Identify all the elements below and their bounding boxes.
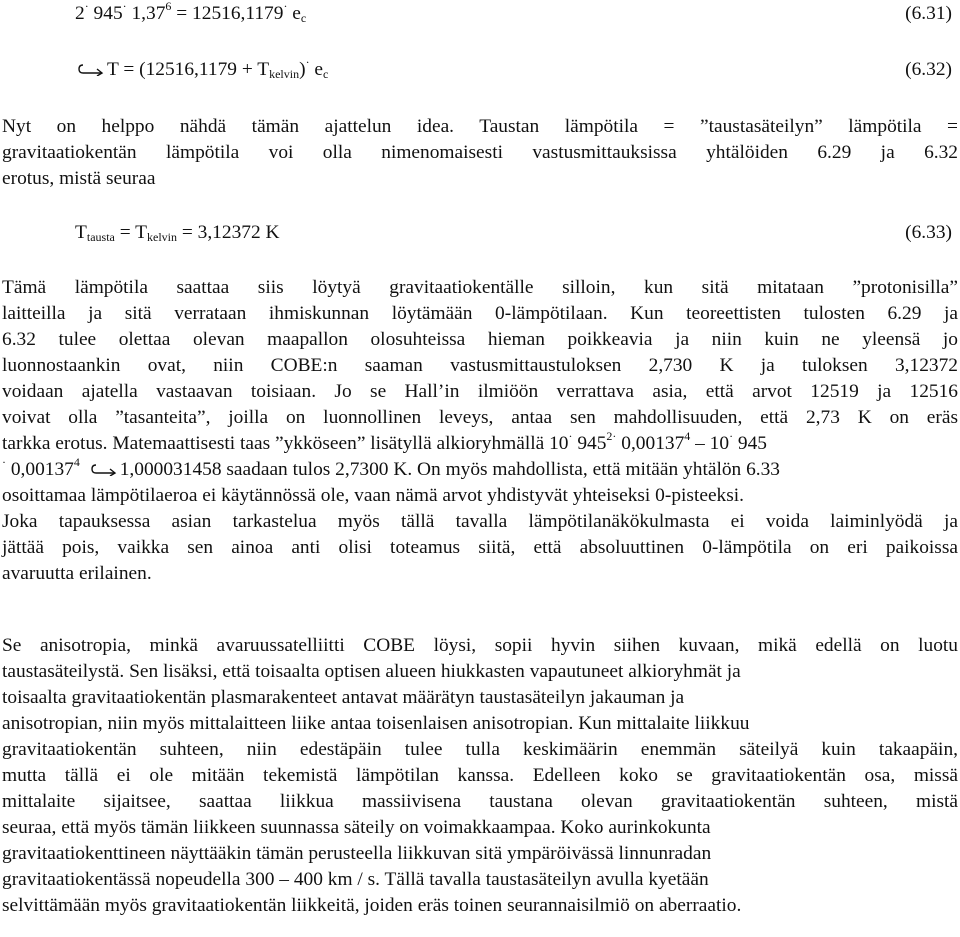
paragraph-anisotropy (2, 633, 958, 919)
right-hook-arrow-icon (78, 62, 104, 76)
right-hook-arrow-icon (91, 462, 117, 476)
text-line: osoittamaa lämpötilaeroa ei käytännössä ole, vaan nämä arvot yhdistyvät yhteiseksi 0-pisteeksi. (2, 485, 745, 506)
text-line: erotus, mistä seuraa (2, 168, 156, 189)
text-line: gravitaatiokentän suhteen, niin edestäpäin tulee tulla keskimäärin enemmän säteilyä kuin takaapäin, (2, 739, 958, 760)
paragraph-intro (2, 114, 958, 192)
text-line: taustasäteilystä. Sen lisäksi, että toisaalta optisen alueen hiukkasten vapautuneet alkioryhmät ja (2, 661, 741, 682)
text-line: toisaalta gravitaatiokentän plasmarakenteet antavat määrätyn taustasäteilyn jakauman ja (2, 687, 685, 708)
text-line: seuraa, että myös tämän liikkeen suunnassa säteily on voimakkaampaa. Koko aurinkokunta (2, 817, 711, 838)
paragraph-temperature (2, 275, 958, 587)
text-line: laitteilla ja sitä verrataan ihmiskunnan löytämään 0-lämpötilaan. Kun teoreettisten tulosten 6.29 ja (2, 303, 958, 324)
text-line: mutta tällä ei ole mitään tekemistä lämpötilan kanssa. Edelleen koko se gravitaatiokentän osa, missä (2, 765, 958, 786)
text-line: Nyt on helppo nähdä tämän ajattelun idea. Taustan lämpötila = ”taustasäteilyn” lämpötila = (2, 116, 958, 137)
text-line: avaruutta erilainen. (2, 563, 152, 584)
text-line-with-formula: · 0,00137$^4$ 1,000031458 saadaan tulos 2,7300 K. On myös mahdollista, että mitään yhtälön 6.33 (2, 455, 781, 480)
equation-6-31 (0, 0, 960, 29)
equation-6-32 (0, 55, 960, 85)
equation-number: (6.31) (905, 3, 952, 24)
equation-number: (6.32) (905, 59, 952, 80)
equation-6-31-expression: 2· 945· $1,37^6 = 12516,1179^\cdot$ $e_c$ (75, 0, 307, 25)
text-line: Se anisotropia, minkä avaruussatelliitti COBE löysi, sopii hyvin siihen kuvaan, mikä edellä on luotu (2, 635, 958, 656)
text-line: anisotropian, niin myös mittalaitteen liike antaa toisenlaisen anisotropian. Kun mittalaite liikkuu (2, 713, 750, 734)
text-line: voivat olla ”tasanteita”, joilla on luonnollinen leveys, antaa sen mahdollisuuden, että 2,73 K on eräs (2, 407, 958, 428)
text-line-with-formula: tarkka erotus. Matemaattisesti taas ”ykköseen” lisätyllä alkioryhmällä 10· $945^{2\cdot}$ 0,00137$^4$ – 10· 945 (2, 429, 767, 454)
text-line: gravitaatiokenttineen näyttääkin tämän perusteella liikkuvan sitä ympäröivässä linnunradan (2, 843, 712, 864)
text-line: mittalaite sijaitsee, saattaa liikkua massiivisena taustana olevan gravitaatiokentän suhteen, mistä (2, 791, 958, 812)
equation-6-33 (0, 222, 960, 248)
equation-6-33-expression: $T_{tausta} = T_{kelvin} = 3,12372$ K (75, 222, 280, 244)
equation-number: (6.33) (905, 222, 952, 243)
text-line: Tämä lämpötila saattaa siis löytyä gravitaatiokentälle silloin, kun sitä mitataan ”protonisilla” (2, 277, 958, 298)
text-line: voidaan ajatella vastaavan toisiaan. Jo se Hall’in ilmiöön verrattava asia, että arvot 12519 ja 12516 (2, 381, 958, 402)
text-line: Joka tapauksessa asian tarkastelua myös tällä tavalla lämpötilanäkökulmasta ei voida laiminlyödä ja (2, 511, 958, 532)
text-line: luonnostaankin ovat, niin COBE:n saaman vastusmittaustuloksen 2,730 K ja tuloksen 3,12372 (2, 355, 958, 376)
text-line: 6.32 tulee olettaa olevan maapallon olosuhteissa hieman poikkeavia ja niin kuin ne yleensä jo (2, 329, 958, 350)
text-line: gravitaatiokentässä nopeudella 300 – 400 km / s. Tällä tavalla taustasäteilyn avulla kyetään (2, 869, 709, 890)
text-line: jättää pois, vaikka sen ainoa anti olisi toteamus siitä, että absoluuttinen 0-lämpötila on eri paikoissa (2, 537, 958, 558)
text-line: gravitaatiokentän lämpötila voi olla nimenomaisesti vastusmittauksissa yhtälöiden 6.29 ja 6.32 (2, 142, 958, 163)
equation-6-32-expression: $T = (12516,1179 + T_{kelvin})^\cdot$ $e_c$ (78, 59, 328, 81)
text-line: selvittämään myös gravitaatiokentän liikkeitä, joiden eräs toinen seurannaisilmiö on aberraatio. (2, 895, 742, 916)
